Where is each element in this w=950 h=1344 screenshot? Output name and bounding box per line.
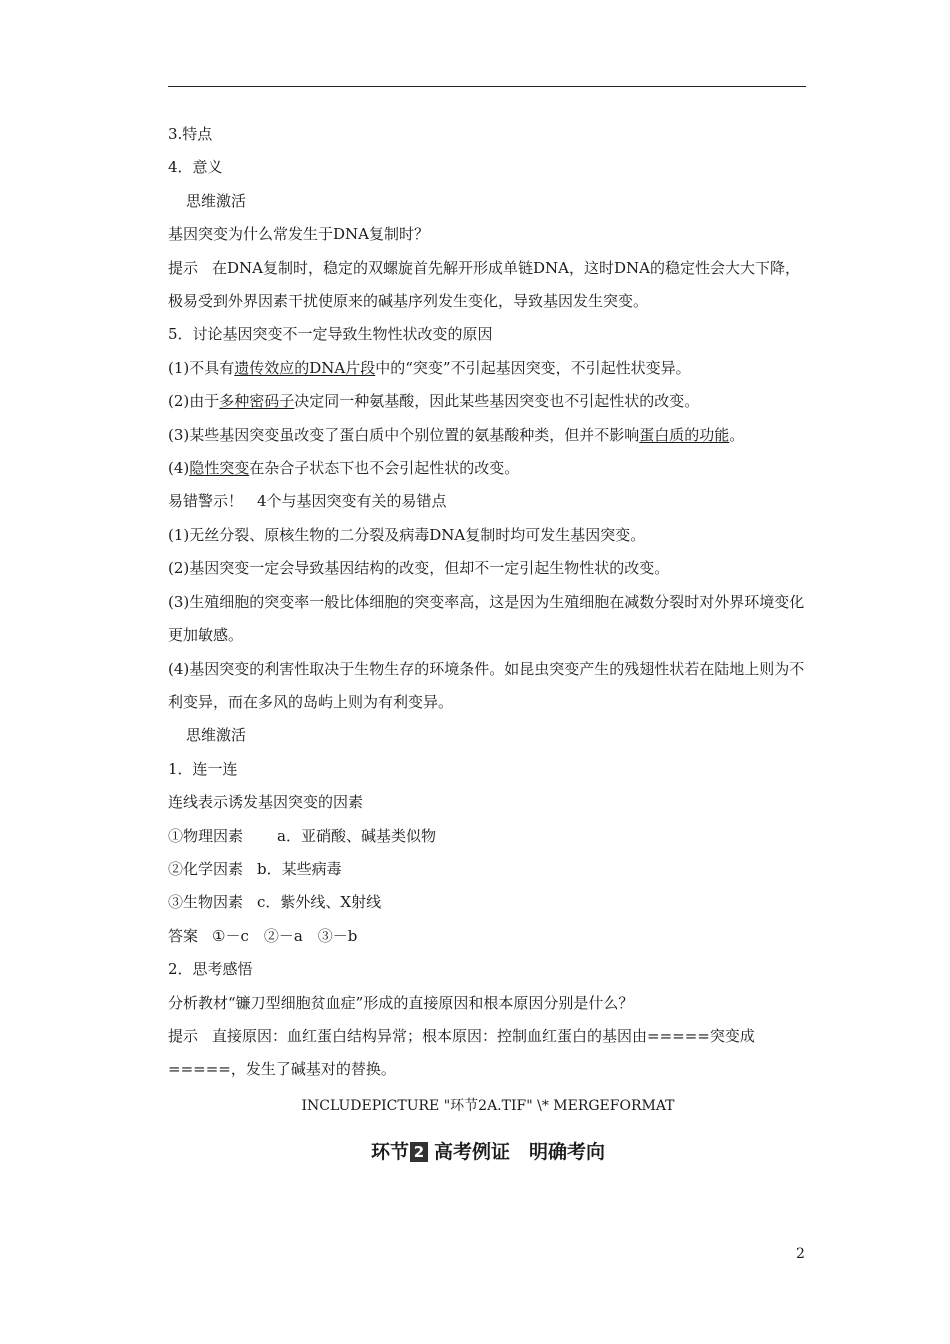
think-hint [168, 252, 808, 319]
hint-label: 提示 [168, 1026, 199, 1045]
connect-row-3: ③生物因素 c．紫外线、X射线 [168, 893, 382, 912]
underlined-term: 蛋白质的功能 [639, 425, 730, 444]
connect-row-1: ①物理因素 a．亚硝酸、碱基类似物 [168, 826, 436, 845]
warning-item-3: (3)生殖细胞的突变率一般比体细胞的突变率高，这是因为生殖细胞在减数分裂时对外界环境变化更加敏感。 [168, 592, 805, 645]
underlined-term: 多种密码子 [219, 392, 295, 411]
think-activate-title: 思维激活 [186, 191, 247, 210]
reflection-hint: 提示 直接原因：血红蛋白结构异常；根本原因：控制血红蛋白的基因由=====突变成=====，发生了碱基对的替换。 [168, 1026, 755, 1079]
heading-significance: 4．意义 [168, 158, 223, 177]
warning-title: 易错警示！ 4个与基因突变有关的易错点 [168, 492, 447, 511]
warning-item-1: (1)无丝分裂、原核生物的二分裂及病毒DNA复制时均可发生基因突变。 [168, 525, 646, 544]
field-code-placeholder: INCLUDEPICTURE "环节2A.TIF" \* MERGEFORMAT [301, 1097, 675, 1114]
underlined-term: 隐性突变 [189, 459, 250, 478]
page-number: 2 [796, 1246, 805, 1262]
section-number-badge: 2 [410, 1142, 428, 1162]
answer-label: 答案 [168, 926, 199, 945]
reflection-title: 2．思考感悟 [168, 960, 253, 979]
connect-desc: 连线表示诱发基因突变的因素 [168, 793, 364, 812]
hint-label: 提示 [168, 258, 199, 277]
discussion-title: 5．讨论基因突变不一定导致生物性状改变的原因 [168, 325, 493, 344]
think-activate-title-2: 思维激活 [186, 726, 247, 745]
discussion-item-2: (2)由于多种密码子决定同一种氨基酸，因此某些基因突变也不引起性状的改变。 [168, 392, 700, 411]
discussion-item-4: (4)隐性突变在杂合子状态下也不会引起性状的改变。 [168, 459, 520, 478]
section-heading: 环节 2 高考例证 明确考向 [370, 1140, 606, 1163]
header-rule [168, 86, 806, 87]
heading-features: 3.特点 [168, 125, 213, 143]
connect-title: 1．连一连 [168, 759, 238, 778]
think-question: 基因突变为什么常发生于DNA复制时？ [168, 225, 429, 244]
underlined-term: 遗传效应的DNA片段 [234, 358, 376, 377]
discussion-item-1: (1)不具有遗传效应的DNA片段中的“突变”不引起基因突变，不引起性状变异。 [168, 358, 691, 377]
warning-label: 易错警示！ [168, 492, 244, 511]
reflection-question: 分析教材“镰刀型细胞贫血症”形成的直接原因和根本原因分别是什么？ [168, 993, 634, 1012]
connect-answer: 答案 ①－c ②－a ③－b [168, 926, 358, 945]
discussion-item-3: (3)某些基因突变虽改变了蛋白质中个别位置的氨基酸种类，但并不影响蛋白质的功能。 [168, 425, 745, 444]
connect-row-2: ②化学因素 b．某些病毒 [168, 859, 342, 878]
warning-item-2: (2)基因突变一定会导致基因结构的改变，但却不一定引起生物性状的改变。 [168, 559, 670, 578]
warning-item-4: (4)基因突变的利害性取决于生物生存的环境条件。如昆虫突变产生的残翅性状若在陆地上则为不利变异，而在多风的岛屿上则为有利变异。 [168, 659, 805, 711]
page-body [168, 118, 808, 1164]
hint-text: 在DNA复制时，稳定的双螺旋首先解开形成单链DNA，这时DNA的稳定性会大大下降，极易受到外界因素干扰使原来的碱基序列发生变化，导致基因发生突变。 [168, 258, 800, 311]
